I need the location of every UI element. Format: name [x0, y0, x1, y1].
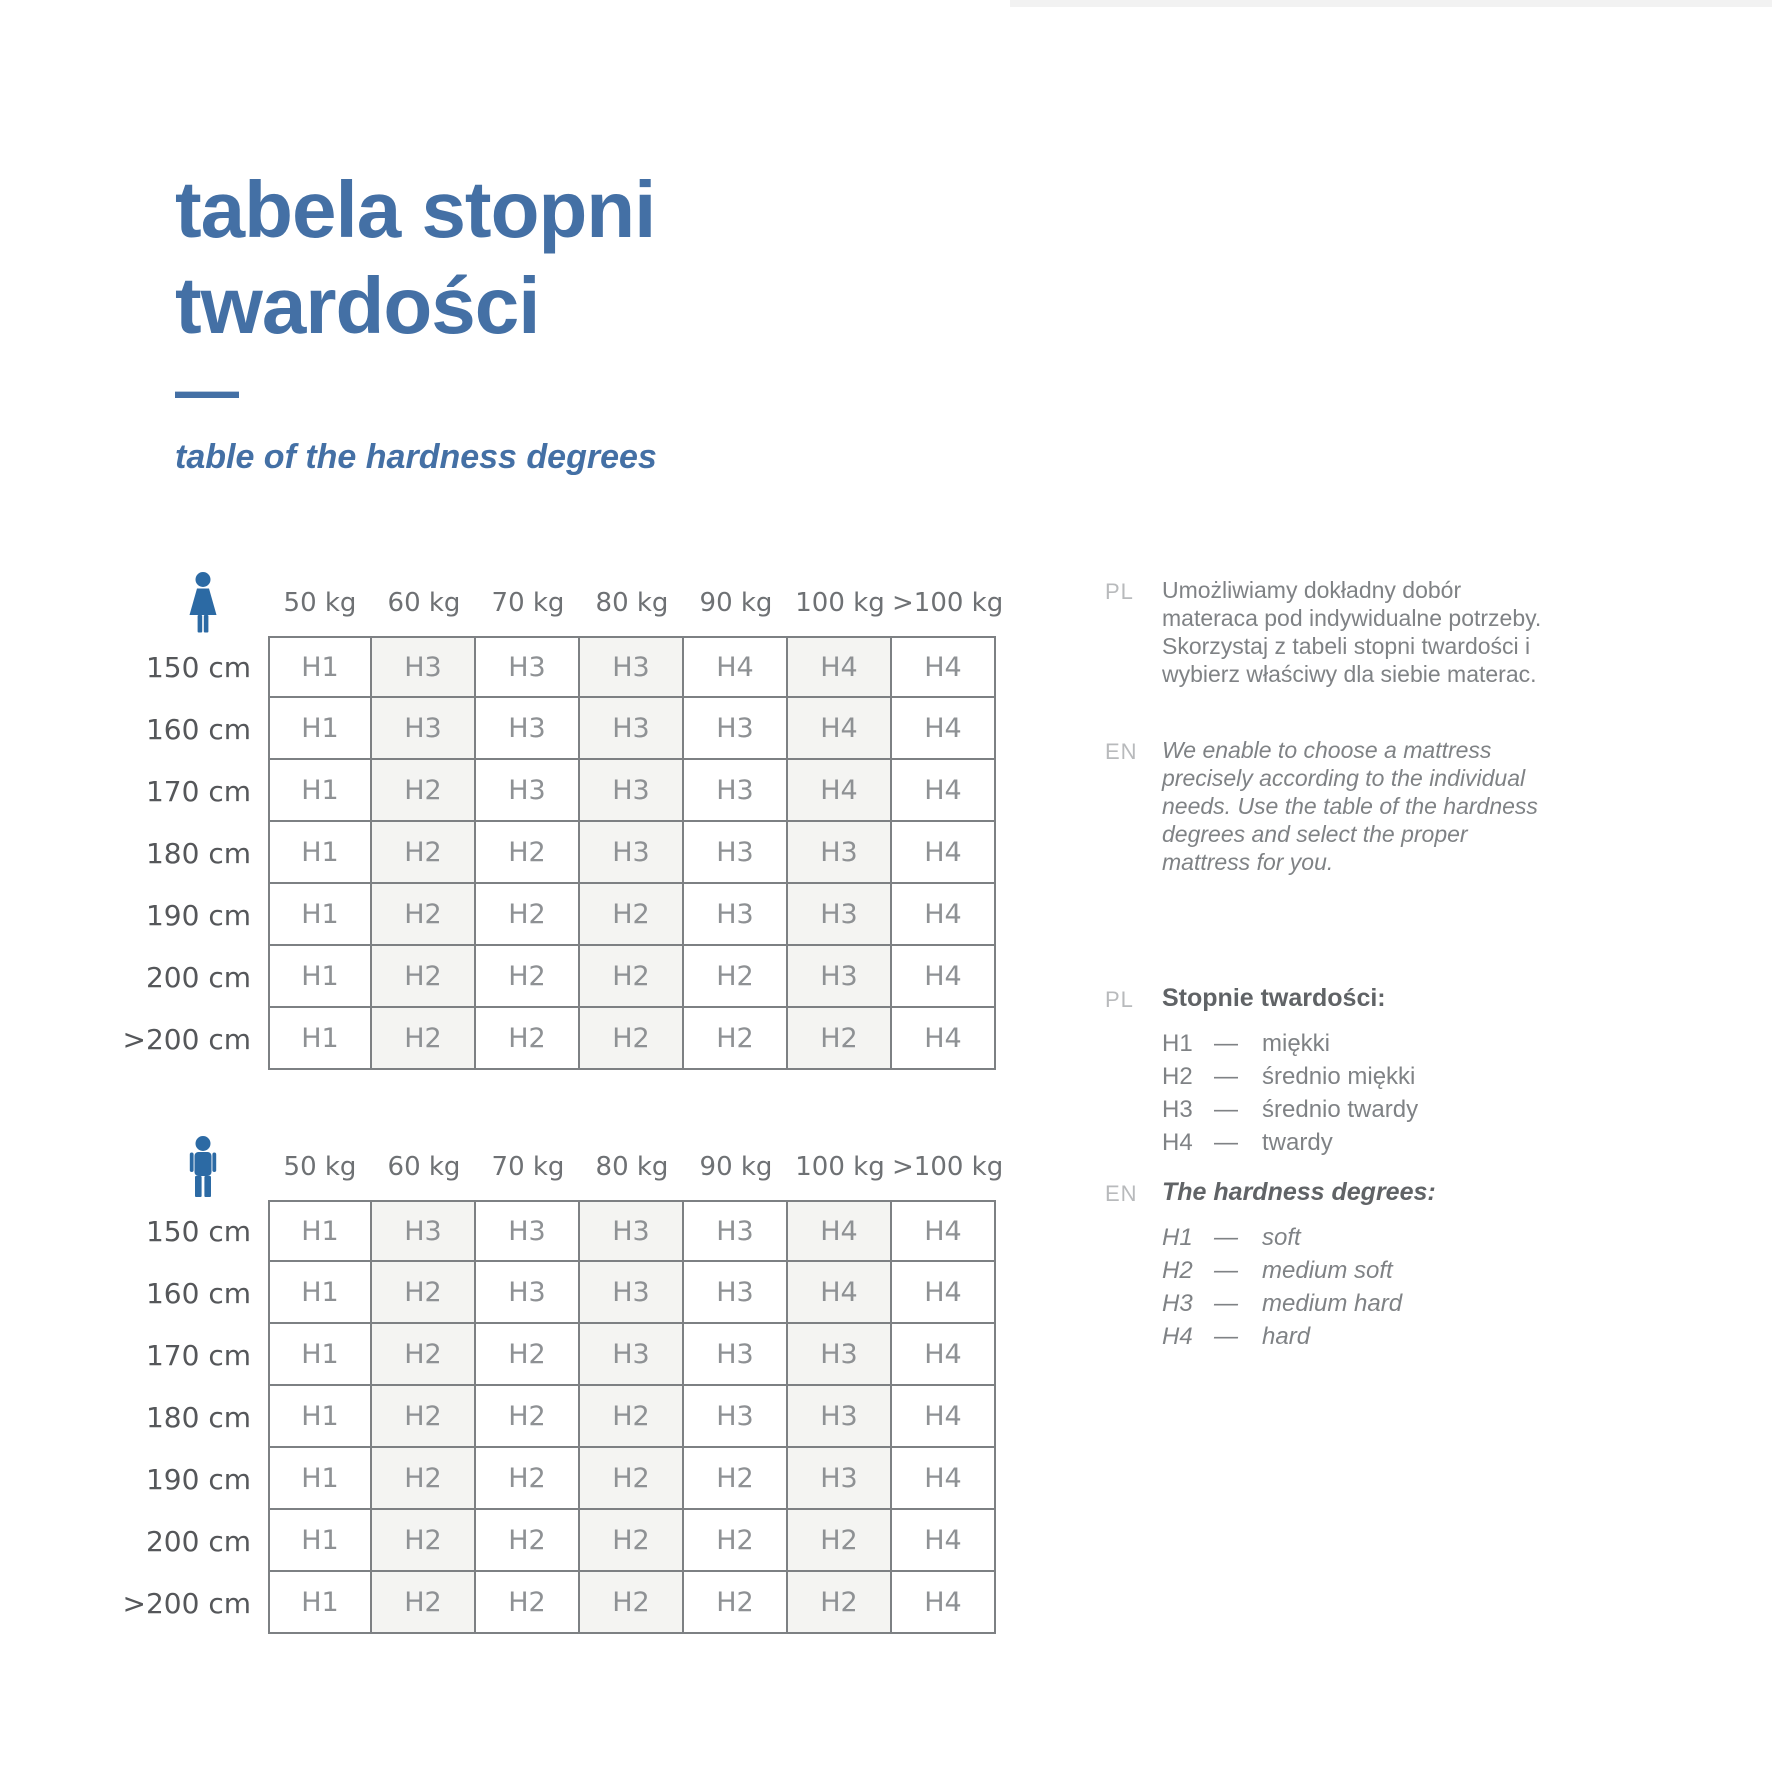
legend-content — [1162, 1178, 1436, 1353]
legend-item-desc: średnio twardy — [1262, 1095, 1419, 1123]
hardness-cell: H3 — [684, 1262, 788, 1324]
legend-item-dash: — — [1214, 1289, 1238, 1317]
table-row — [138, 946, 996, 1008]
hardness-cell: H3 — [476, 1262, 580, 1324]
hardness-cell: H1 — [268, 760, 372, 822]
hardness-cell: H4 — [788, 698, 892, 760]
legend-item-desc: twardy — [1262, 1128, 1333, 1156]
male-icon — [138, 1134, 268, 1200]
hardness-cell: H4 — [788, 760, 892, 822]
title-dash: — — [175, 354, 239, 426]
legend-item-dash: — — [1214, 1062, 1238, 1090]
hardness-cell: H2 — [476, 1386, 580, 1448]
legend-item-desc: miękki — [1262, 1029, 1331, 1057]
hardness-cell: H2 — [372, 1572, 476, 1634]
hardness-cell: H4 — [788, 1200, 892, 1262]
legend-item — [1162, 1287, 1436, 1320]
hardness-cell: H1 — [268, 1324, 372, 1386]
legend-item-dash: — — [1214, 1256, 1238, 1284]
hardness-cell: H1 — [268, 822, 372, 884]
hardness-cell: H2 — [580, 1572, 684, 1634]
hardness-cell: H2 — [684, 1448, 788, 1510]
lang-label-pl: PL — [1105, 579, 1134, 604]
hardness-cell: H3 — [788, 1324, 892, 1386]
hardness-cell: H2 — [476, 1510, 580, 1572]
legend-item-desc: hard — [1262, 1322, 1311, 1350]
page-title — [175, 162, 657, 354]
hardness-cell: H2 — [580, 1386, 684, 1448]
legend-heading-en: The hardness degrees: — [1162, 1178, 1436, 1206]
hardness-cell: H2 — [476, 884, 580, 946]
hardness-cell: H2 — [372, 1324, 476, 1386]
weight-header: 80 kg — [595, 588, 669, 618]
lang-label-pl: PL — [1105, 987, 1134, 1012]
legend-item — [1162, 1254, 1436, 1287]
height-label: 190 cm — [145, 1462, 251, 1496]
intro-text-pl: Umożliwiamy dokładny dobór materaca pod indywidualne potrzeby. Skorzystaj z tabeli stopni twardości i wybierz właściwy dla siebie materac. — [1162, 577, 1542, 687]
legend-item-code: H2 — [1162, 1256, 1193, 1284]
hardness-cell: H1 — [268, 1386, 372, 1448]
legend-item-code: H2 — [1162, 1062, 1193, 1090]
hardness-cell: H3 — [372, 698, 476, 760]
legend-item-desc: soft — [1262, 1223, 1301, 1251]
hardness-cell: H2 — [788, 1572, 892, 1634]
table-row — [138, 698, 996, 760]
height-label: 170 cm — [145, 1338, 251, 1372]
table-row — [138, 822, 996, 884]
table-header-row — [138, 1134, 1004, 1200]
hardness-cell: H2 — [372, 884, 476, 946]
weight-header: 60 kg — [387, 588, 461, 618]
legend-item-code: H1 — [1162, 1223, 1193, 1251]
table-row — [138, 636, 996, 698]
hardness-cell: H2 — [372, 1386, 476, 1448]
weight-header: 50 kg — [283, 588, 357, 618]
hardness-cell: H1 — [268, 1008, 372, 1070]
hardness-cell: H4 — [892, 1510, 996, 1572]
height-label: 160 cm — [145, 1276, 251, 1310]
height-label: 150 cm — [145, 1214, 251, 1248]
height-label: 170 cm — [145, 774, 251, 808]
hardness-cell: H3 — [684, 698, 788, 760]
legend-item-dash: — — [1214, 1128, 1238, 1156]
hardness-cell: H3 — [476, 1200, 580, 1262]
hardness-cell: H4 — [892, 1386, 996, 1448]
intro-block-pl — [1105, 576, 1562, 688]
hardness-cell: H1 — [268, 636, 372, 698]
hardness-cell: H1 — [268, 1572, 372, 1634]
lang-label-en: EN — [1105, 1181, 1138, 1206]
hardness-cell: H2 — [684, 1008, 788, 1070]
hardness-cell: H1 — [268, 1448, 372, 1510]
height-label: 180 cm — [145, 836, 251, 870]
table-header-row — [138, 570, 1004, 636]
legend-item-desc: średnio miękki — [1262, 1062, 1416, 1090]
table-row — [138, 760, 996, 822]
legend-item-code: H3 — [1162, 1095, 1193, 1123]
legend-item — [1162, 1027, 1418, 1060]
hardness-cell: H3 — [580, 822, 684, 884]
weight-header: 70 kg — [491, 588, 565, 618]
hardness-cell: H2 — [372, 760, 476, 822]
hardness-cell: H2 — [372, 1448, 476, 1510]
table-row — [138, 1386, 996, 1448]
intro-block-en — [1105, 736, 1562, 876]
hardness-cell: H3 — [684, 1324, 788, 1386]
hardness-cell: H3 — [684, 1386, 788, 1448]
hardness-cell: H3 — [684, 884, 788, 946]
page-subtitle: table of the hardness degrees — [175, 438, 657, 476]
hardness-cell: H4 — [892, 1572, 996, 1634]
hardness-cell: H3 — [788, 1448, 892, 1510]
hardness-cell: H1 — [268, 1200, 372, 1262]
table-row — [138, 1262, 996, 1324]
weight-header: 90 kg — [699, 1152, 773, 1182]
table-body — [122, 636, 996, 1070]
height-label: 200 cm — [145, 960, 251, 994]
hardness-cell: H4 — [892, 1008, 996, 1070]
legend-item-desc: medium hard — [1262, 1289, 1403, 1317]
hardness-cell: H3 — [476, 760, 580, 822]
hardness-table-men — [122, 1134, 1004, 1634]
hardness-cell: H4 — [892, 1324, 996, 1386]
height-label: >200 cm — [122, 1022, 251, 1056]
hardness-cell: H4 — [892, 822, 996, 884]
hardness-cell: H2 — [372, 1510, 476, 1572]
weight-header: 50 kg — [283, 1152, 357, 1182]
hardness-cell: H3 — [580, 698, 684, 760]
top-edge-bar — [1010, 0, 1772, 7]
hardness-cell: H3 — [788, 822, 892, 884]
hardness-cell: H4 — [684, 636, 788, 698]
hardness-cell: H3 — [580, 1262, 684, 1324]
hardness-cell: H2 — [788, 1008, 892, 1070]
hardness-cell: H4 — [892, 1262, 996, 1324]
table-row — [138, 1324, 996, 1386]
hardness-cell: H4 — [892, 884, 996, 946]
legend-heading-pl: Stopnie twardości: — [1162, 984, 1386, 1012]
legend-items — [1162, 1027, 1418, 1159]
hardness-cell: H3 — [684, 760, 788, 822]
hardness-cell: H2 — [684, 1572, 788, 1634]
hardness-table-women — [122, 570, 1004, 1070]
hardness-cell: H4 — [892, 636, 996, 698]
intro-text-en: We enable to choose a mattress precisely according to the individual needs. Use the table of the hardness degrees and select the proper mattress for you. — [1162, 737, 1538, 875]
table-row — [138, 1510, 996, 1572]
hardness-cell: H4 — [788, 1262, 892, 1324]
hardness-cell: H2 — [580, 884, 684, 946]
hardness-cell: H4 — [892, 760, 996, 822]
hardness-cell: H1 — [268, 698, 372, 760]
title-block — [175, 162, 657, 476]
legend-item — [1162, 1060, 1418, 1093]
table-row — [138, 1200, 996, 1262]
hardness-cell: H2 — [372, 1262, 476, 1324]
weight-header: 100 kg — [795, 1152, 885, 1182]
legend-item-dash: — — [1214, 1322, 1238, 1350]
hardness-cell: H3 — [788, 946, 892, 1008]
height-label: 160 cm — [145, 712, 251, 746]
weight-header: 70 kg — [491, 1152, 565, 1182]
legend-item-code: H4 — [1162, 1322, 1193, 1350]
hardness-cell: H2 — [476, 1324, 580, 1386]
hardness-cell: H2 — [684, 1510, 788, 1572]
hardness-cell: H3 — [788, 1386, 892, 1448]
table-row — [138, 1448, 996, 1510]
hardness-cell: H2 — [580, 1008, 684, 1070]
hardness-cell: H3 — [684, 1200, 788, 1262]
weight-header: 90 kg — [699, 588, 773, 618]
hardness-cell: H2 — [580, 1448, 684, 1510]
hardness-cell: H2 — [372, 946, 476, 1008]
hardness-cell: H4 — [892, 1200, 996, 1262]
legend-item — [1162, 1126, 1418, 1159]
hardness-cell: H2 — [476, 946, 580, 1008]
legend-item-dash: — — [1214, 1223, 1238, 1251]
legend-item — [1162, 1320, 1436, 1353]
weight-header: 100 kg — [795, 588, 885, 618]
hardness-cell: H1 — [268, 1262, 372, 1324]
hardness-cell: H1 — [268, 946, 372, 1008]
legend-pl — [1105, 984, 1418, 1159]
hardness-cell: H2 — [788, 1510, 892, 1572]
page-title-line-1: tabela stopni — [175, 165, 656, 254]
hardness-cell: H2 — [684, 946, 788, 1008]
hardness-cell: H2 — [476, 1448, 580, 1510]
hardness-cell: H3 — [580, 1200, 684, 1262]
weight-header: 80 kg — [595, 1152, 669, 1182]
hardness-cell: H3 — [372, 1200, 476, 1262]
hardness-cell: H2 — [476, 1572, 580, 1634]
lang-label-en: EN — [1105, 739, 1138, 764]
legend-en — [1105, 1178, 1436, 1353]
legend-item-dash: — — [1214, 1095, 1238, 1123]
table-row — [138, 884, 996, 946]
legend-item-code: H4 — [1162, 1128, 1193, 1156]
weight-header: 60 kg — [387, 1152, 461, 1182]
legend-item-dash: — — [1214, 1029, 1238, 1057]
hardness-cell: H3 — [476, 698, 580, 760]
hardness-cell: H3 — [476, 636, 580, 698]
hardness-cell: H4 — [788, 636, 892, 698]
table-body — [122, 1200, 996, 1634]
height-label: 200 cm — [145, 1524, 251, 1558]
hardness-cell: H4 — [892, 698, 996, 760]
hardness-cell: H2 — [580, 1510, 684, 1572]
hardness-cell: H3 — [788, 884, 892, 946]
female-icon — [138, 570, 268, 636]
height-label: >200 cm — [122, 1586, 251, 1620]
legend-items — [1162, 1221, 1436, 1353]
legend-item — [1162, 1221, 1436, 1254]
legend-item-code: H1 — [1162, 1029, 1193, 1057]
height-label: 180 cm — [145, 1400, 251, 1434]
hardness-cell: H3 — [580, 760, 684, 822]
hardness-cell: H3 — [684, 822, 788, 884]
height-label: 190 cm — [145, 898, 251, 932]
legend-content — [1162, 984, 1418, 1159]
hardness-cell: H1 — [268, 884, 372, 946]
legend-item — [1162, 1093, 1418, 1126]
page-title-line-2: twardości — [175, 261, 540, 350]
hardness-cell: H4 — [892, 946, 996, 1008]
hardness-cell: H2 — [476, 822, 580, 884]
table-row — [122, 1008, 996, 1070]
legend-item-code: H3 — [1162, 1289, 1193, 1317]
hardness-cell: H3 — [580, 636, 684, 698]
hardness-cell: H3 — [580, 1324, 684, 1386]
hardness-cell: H3 — [372, 636, 476, 698]
table-row — [122, 1572, 996, 1634]
hardness-cell: H2 — [372, 822, 476, 884]
height-label: 150 cm — [145, 650, 251, 684]
weight-header: >100 kg — [892, 1152, 1004, 1182]
hardness-cell: H2 — [372, 1008, 476, 1070]
hardness-cell: H2 — [580, 946, 684, 1008]
hardness-cell: H1 — [268, 1510, 372, 1572]
hardness-cell: H2 — [476, 1008, 580, 1070]
hardness-cell: H4 — [892, 1448, 996, 1510]
legend-item-desc: medium soft — [1262, 1256, 1393, 1284]
weight-header: >100 kg — [892, 588, 1004, 618]
